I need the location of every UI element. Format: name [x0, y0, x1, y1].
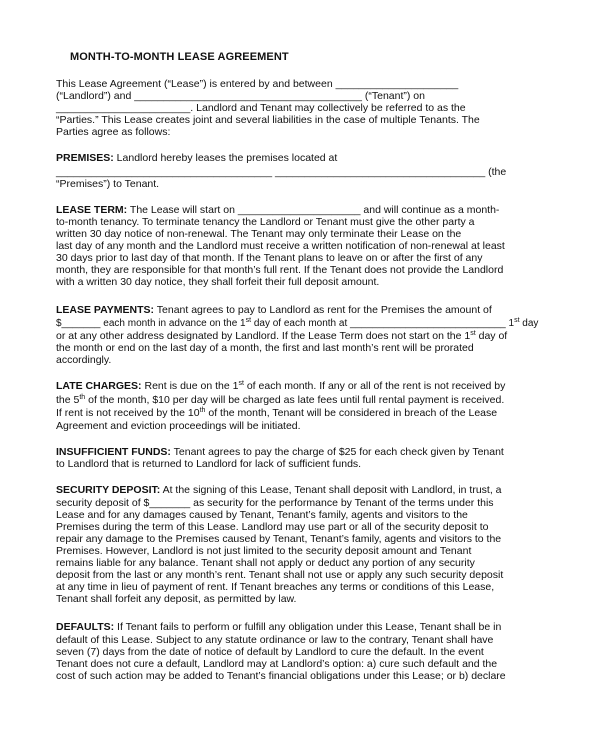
defaults-line: default of this Lease. Subject to any statute ordinance or law to the contrary, Tenant shall have — [56, 634, 494, 646]
late-charges-line: Agreement and eviction proceedings will be initiated. — [56, 420, 301, 432]
lease-term-line: 30 days prior to last day of that month. If the Tenant plans to leave on or after the first of any — [56, 252, 483, 264]
lease-term-line: to-month tenancy. To terminate tenancy the Landlord or Tenant must give the other party a — [56, 216, 475, 228]
lease-payments-line: accordingly. — [56, 354, 112, 366]
lease-payments-line: the month or end on the last day of a month, the first and last month’s rent will be prorated — [56, 342, 474, 354]
security-deposit-line: Tenant shall forfeit any deposit, as permitted by law. — [56, 593, 297, 605]
defaults-heading: DEFAULTS: — [56, 621, 115, 633]
defaults-line: Tenant does not cure a default, Landlord may at Landlord’s option: a) cure such default and the — [56, 658, 498, 670]
security-deposit-heading: SECURITY DEPOSIT: — [56, 484, 161, 496]
late-charges-line: LATE CHARGES: Rent is due on the 1st of each month. If any or all of the rent is not received by — [56, 380, 506, 392]
lease-term-line: last day of any month and the Landlord must receive a written notification of non-renewal at least — [56, 240, 505, 252]
defaults-line: cost of such action may be added to Tenant’s financial obligations under this Lease; or b) declare — [56, 670, 506, 682]
intro-line: “Parties.” This Lease creates joint and several liabilities in the case of multiple Tenants. The — [56, 114, 480, 126]
lease-term-line: LEASE TERM: The Lease will start on _____________________ and will continue as a month- — [56, 204, 500, 216]
security-deposit-line: Lease and for any damages caused by Tenant, Tenant’s family, agents and visitors to the — [56, 509, 468, 521]
security-deposit-line: deposit from the last or any month’s rent. Tenant shall not use or apply any such security deposit — [56, 569, 504, 581]
lease-payments-line: or at any other address designated by Landlord. If the Lease Term does not start on the 1st day of — [56, 330, 508, 342]
insufficient-funds-line: to Landlord that is returned to Landlord for lack of sufficient funds. — [56, 458, 362, 470]
lease-term-line: month, they are responsible for that month’s full rent. If the Tenant does not provide the Landlord — [56, 264, 504, 276]
document-title: MONTH-TO-MONTH LEASE AGREEMENT — [70, 51, 289, 63]
lease-term-line: with a written 30 day notice, they shall forfeit their full deposit amount. — [56, 276, 380, 288]
security-deposit-line: Premises. However, Landlord is not just limited to the security deposit amount and Tenant — [56, 545, 472, 557]
insufficient-funds-heading: INSUFFICIENT FUNDS: — [56, 446, 171, 458]
intro-line: _______________________. Landlord and Tenant may collectively be referred to as the — [56, 102, 466, 114]
lease-payments-heading: LEASE PAYMENTS: — [56, 304, 155, 316]
lease-term-line: written 30 day notice of non-renewal. The Tenant may only terminate their Lease on the — [56, 228, 462, 240]
late-charges-line: If rent is not received by the 10th of the month, Tenant will be considered in breach of the Lease — [56, 407, 498, 419]
security-deposit-line: SECURITY DEPOSIT: At the signing of this Lease, Tenant shall deposit with Landlord, in trust, a — [56, 484, 502, 496]
intro-line: (“Landlord”) and _______________________________________ (“Tenant”) on — [56, 90, 425, 102]
insufficient-funds-line: INSUFFICIENT FUNDS: Tenant agrees to pay the charge of $25 for each check given by Tenant — [56, 446, 504, 458]
intro-line: This Lease Agreement (“Lease”) is entered by and between _____________________ — [56, 78, 459, 90]
security-deposit-line: Premises during the term of this Lease. Landlord may use part or all of the security deposit to — [56, 521, 489, 533]
lease-payments-line: LEASE PAYMENTS: Tenant agrees to pay to Landlord as rent for the Premises the amount of — [56, 304, 492, 316]
security-deposit-line: security deposit of $_______ as security for the performance by Tenant of the terms under this — [56, 497, 494, 509]
premises-heading: PREMISES: — [56, 152, 114, 164]
premises-line: _____________________________________ ____________________________________ (the — [56, 166, 507, 178]
defaults-line: seven (7) days from the date of notice of default by Landlord to cure the default. In the event — [56, 646, 484, 658]
premises-line: “Premises”) to Tenant. — [56, 178, 160, 190]
intro-line: Parties agree as follows: — [56, 126, 171, 138]
late-charges-line: the 5th of the month, $10 per day will be charged as late fees until full rental payment is received. — [56, 394, 505, 406]
security-deposit-line: remains liable for any balance. Tenant shall not apply or deduct any portion of any security — [56, 557, 475, 569]
defaults-line: DEFAULTS: If Tenant fails to perform or fulfill any obligation under this Lease, Tenant shall be in — [56, 621, 502, 633]
lease-payments-line: $_______ each month in advance on the 1st day of each month at ____________________________ 1st day — [56, 317, 539, 329]
security-deposit-line: repair any damage to the Premises caused by Tenant, Tenant’s family, agents and visitors to the — [56, 533, 502, 545]
security-deposit-line: at any time in lieu of payment of rent. If Tenant breaches any terms or conditions of this Lease, — [56, 581, 495, 593]
late-charges-heading: LATE CHARGES: — [56, 380, 142, 392]
premises-line: PREMISES: Landlord hereby leases the premises located at — [56, 152, 338, 164]
lease-term-heading: LEASE TERM: — [56, 204, 128, 216]
